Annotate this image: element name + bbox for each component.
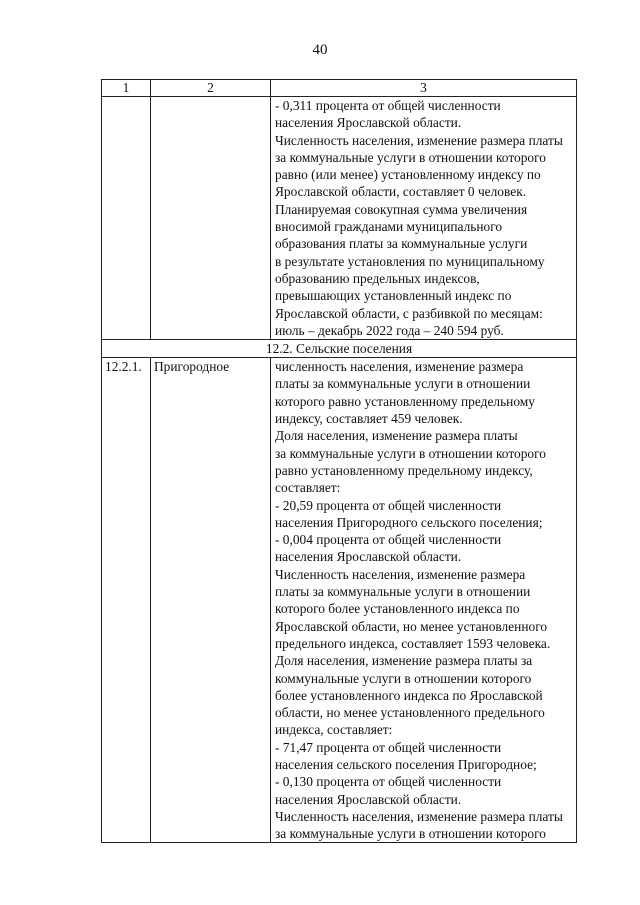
text-line: образования платы за коммунальные услуги — [275, 236, 528, 252]
text-line: населения сельского поселения Пригородное; — [275, 756, 537, 772]
text-line: за коммунальные услуги в отношении которого — [275, 445, 546, 461]
text-line: превышающих установленный индекс по — [275, 288, 512, 304]
continuation-cell-name — [151, 97, 271, 340]
section-title: 12.2. Сельские поселения — [102, 340, 577, 358]
text-line: - 20,59 процента от общей численности — [275, 497, 502, 513]
text-line: которого равно установленному предельному — [275, 393, 535, 409]
text-line: платы за коммунальные услуги в отношении — [275, 376, 531, 392]
text-line: платы за коммунальные услуги в отношении — [275, 584, 531, 600]
continuation-row — [102, 97, 577, 340]
text-line: Численность населения, изменение размера платы — [275, 808, 563, 824]
text-line: в результате установления по муниципальному — [275, 253, 545, 269]
section-row — [102, 340, 577, 358]
text-line: составляет: — [275, 480, 341, 496]
text-line: Доля населения, изменение размера платы — [275, 428, 518, 444]
text-line: области, но менее установленного предельного — [275, 705, 545, 721]
text-line: Численность населения, изменение размера платы — [275, 132, 563, 148]
text-line: равно (или менее) установленному индексу по — [275, 167, 541, 183]
text-line: численность населения, изменение размера — [275, 359, 524, 375]
text-line: населения Пригородного сельского поселения; — [275, 514, 543, 530]
header-col-2: 2 — [151, 80, 271, 97]
continuation-cell-text — [271, 97, 577, 340]
text-line: июль – декабрь 2022 года – 240 594 руб. — [275, 322, 504, 338]
text-line: Ярославской области, составляет 0 человек. — [275, 184, 527, 200]
text-line: Численность населения, изменение размера — [275, 566, 526, 582]
text-line: предельного индекса, составляет 1593 человека. — [275, 635, 551, 651]
text-line: Ярославской области, но менее установленного — [275, 618, 548, 634]
table-header-row — [102, 80, 577, 97]
text-line: коммунальные услуги в отношении которого — [275, 670, 532, 686]
row-description — [275, 358, 573, 842]
text-line: за коммунальные услуги в отношении которого — [275, 826, 546, 842]
text-line: индексу, составляет 459 человек. — [275, 411, 463, 427]
text-line: - 0,004 процента от общей численности — [275, 532, 502, 548]
text-line: за коммунальные услуги в отношении которого — [275, 149, 546, 165]
page-number: 40 — [312, 42, 328, 58]
header-col-3: 3 — [271, 80, 577, 97]
text-line: - 0,130 процента от общей численности — [275, 774, 502, 790]
row-description-cell — [271, 358, 577, 843]
text-line: - 0,311 процента от общей численности — [275, 98, 501, 113]
data-table — [101, 79, 577, 843]
text-line: Планируемая совокупная сумма увеличения — [275, 201, 528, 217]
text-line: Доля населения, изменение размера платы за — [275, 653, 533, 669]
text-line: образованию предельных индексов, — [275, 270, 480, 286]
text-line: населения Ярославской области. — [275, 115, 462, 131]
text-line: населения Ярославской области. — [275, 791, 462, 807]
continuation-cell-number — [102, 97, 151, 340]
text-line: индекса, составляет: — [275, 722, 393, 738]
text-line: Ярославской области, с разбивкой по месяцам: — [275, 305, 543, 321]
text-line: равно установленному предельному индексу, — [275, 462, 533, 478]
text-line: населения Ярославской области. — [275, 549, 462, 565]
text-line: - 71,47 процента от общей численности — [275, 739, 502, 755]
row-name: Пригородное — [151, 358, 271, 843]
table-row — [102, 358, 577, 843]
header-col-1: 1 — [102, 80, 151, 97]
text-line: вносимой гражданами муниципального — [275, 219, 503, 235]
row-number: 12.2.1. — [102, 358, 151, 843]
text-line: более установленного индекса по Ярославской — [275, 687, 543, 703]
text-line: которого более установленного индекса по — [275, 601, 520, 617]
continuation-text — [275, 97, 573, 339]
